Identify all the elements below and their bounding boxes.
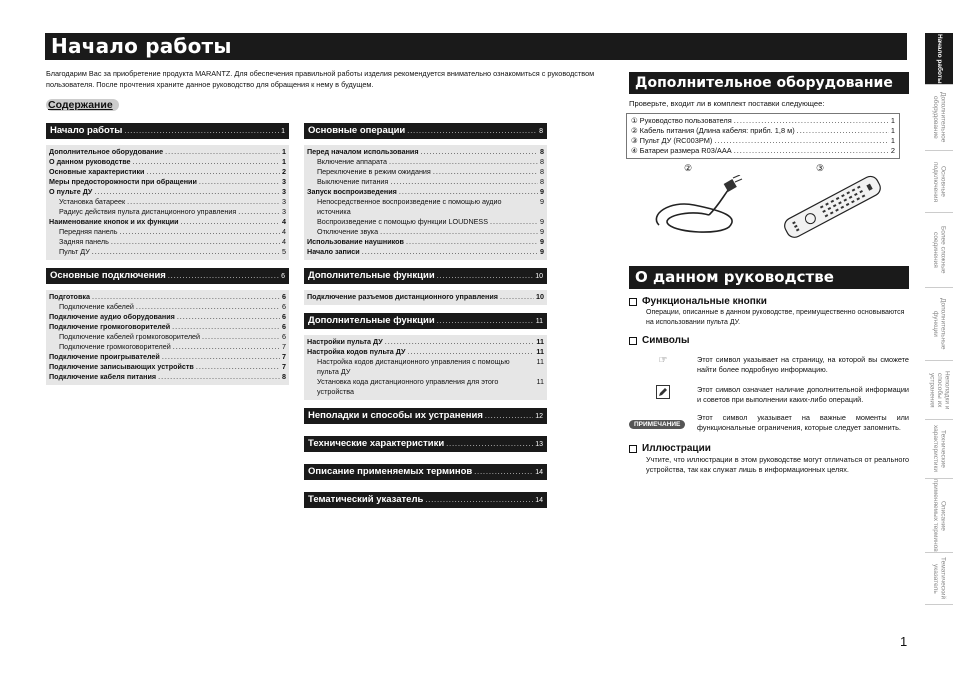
toc-section-page: 11 xyxy=(535,318,543,325)
toc-entry-page: 9 xyxy=(540,227,544,236)
dot-leader xyxy=(437,269,534,285)
dot-leader xyxy=(399,187,538,197)
toc-entry-page: 9 xyxy=(540,187,544,196)
toc-section-title: Основные операции xyxy=(308,125,406,136)
accessory-item xyxy=(631,146,895,156)
toc-entry-title: Подключение аудио оборудования xyxy=(49,312,175,321)
toc-entry-page: 8 xyxy=(540,167,544,176)
toc-entry[interactable] xyxy=(49,292,286,302)
toc-entry-title: Использование наушников xyxy=(307,237,404,246)
side-tab-label: Основные подключения xyxy=(932,161,947,202)
toc-section-page: 12 xyxy=(535,413,543,420)
toc-entry-page: 11 xyxy=(536,357,544,366)
dot-leader xyxy=(92,292,280,302)
accessory-item xyxy=(631,116,895,126)
toc-section-title: Описание применяемых терминов xyxy=(308,466,473,477)
side-tab-0[interactable] xyxy=(925,33,953,85)
dot-leader xyxy=(714,136,888,146)
toc-entry-title: Настройки пульта ДУ xyxy=(307,337,383,346)
dot-leader xyxy=(797,126,889,136)
toc-entry[interactable] xyxy=(49,207,286,217)
dot-leader xyxy=(133,157,280,167)
dot-leader xyxy=(168,269,279,285)
pencil-icon xyxy=(629,385,697,405)
toc-section-page: 10 xyxy=(535,273,543,280)
side-tab-label: Технические характеристики xyxy=(932,425,947,473)
toc-entries xyxy=(304,335,547,400)
note-badge: ПРИМЕЧАНИЕ xyxy=(629,420,685,429)
toc-entry-page: 6 xyxy=(282,322,286,331)
toc-entry-title: Задняя панель xyxy=(59,237,109,246)
toc-entry[interactable] xyxy=(49,237,286,247)
dot-leader xyxy=(390,177,538,187)
toc-entry-page: 10 xyxy=(536,292,544,301)
intro-text: Благодарим Вас за приобретение продукта MARANTZ. Для обеспечения правильной работы изделия рекомендуется внимательно ознакомиться с руководством пользователя. После прочтения храните данное руководство для обращения к нему в будущем. xyxy=(46,69,595,89)
toc-entry[interactable] xyxy=(307,197,544,217)
dot-leader xyxy=(406,237,538,247)
accessory-name: ① Руководство пользователя xyxy=(631,116,732,125)
toc-entry-page: 8 xyxy=(282,372,286,381)
toc-entry-title: Переключение в режим ожидания xyxy=(317,167,431,176)
toc-entry-page: 8 xyxy=(540,157,544,166)
toc-entry[interactable] xyxy=(49,217,286,227)
accessories-section xyxy=(629,72,909,241)
side-tab-7[interactable] xyxy=(925,479,953,553)
toc-entry[interactable] xyxy=(49,362,286,372)
toc-entry-title: Отключение звука xyxy=(317,227,379,236)
toc-section-page: 13 xyxy=(535,441,543,448)
accessory-page: 2 xyxy=(890,146,895,155)
dot-leader xyxy=(165,147,280,157)
toc-entry-page: 1 xyxy=(282,157,286,166)
power-cable-image xyxy=(649,175,749,237)
toc-entry[interactable] xyxy=(307,337,544,347)
toc-entry[interactable] xyxy=(49,177,286,187)
toc-section-title: Дополнительные функции xyxy=(308,270,435,281)
toc-section-header[interactable] xyxy=(304,464,547,480)
page-number: 1 xyxy=(900,634,908,649)
toc-entry[interactable] xyxy=(49,372,286,382)
toc-entry-page: 3 xyxy=(282,197,286,206)
dot-leader xyxy=(173,342,280,352)
toc-entry-page: 3 xyxy=(282,207,286,216)
accessory-page: 1 xyxy=(890,126,895,135)
toc-entry-page: 7 xyxy=(282,352,286,361)
side-tab-6[interactable] xyxy=(925,420,953,479)
toc-entry-page: 5 xyxy=(282,247,286,256)
dot-leader xyxy=(196,362,280,372)
dot-leader xyxy=(158,372,280,382)
manual-title: О данном руководстве xyxy=(629,266,909,289)
dot-leader xyxy=(500,292,534,302)
symbol-row-reference xyxy=(629,355,909,375)
dot-leader xyxy=(124,124,279,140)
toc-entry[interactable] xyxy=(307,292,544,302)
fig-label-cable: ② xyxy=(684,163,693,173)
side-tab-8[interactable] xyxy=(925,553,953,605)
toc-entry[interactable] xyxy=(49,302,286,312)
side-tab-label: Тематический указатель xyxy=(932,557,947,600)
toc-entry-page: 7 xyxy=(282,362,286,371)
accessory-name: ② Кабель питания (Длина кабеля: прибл. 1,8 м) xyxy=(631,126,795,135)
toc-entries xyxy=(46,145,289,260)
illustrations-text: Учтите, что иллюстрации в этом руководстве могут отличаться от реального устройства, так как служат лишь в информационных целях. xyxy=(646,455,909,474)
toc-entry[interactable] xyxy=(49,247,286,257)
toc-entry-title: Дополнительное оборудование xyxy=(49,147,164,156)
toc-entry-page: 11 xyxy=(536,337,544,346)
dot-leader xyxy=(380,227,538,237)
dot-leader xyxy=(385,337,535,347)
toc-entry-page: 4 xyxy=(282,227,286,236)
toc-entry[interactable] xyxy=(307,187,544,197)
dot-leader xyxy=(92,247,280,257)
dot-leader xyxy=(433,167,538,177)
toc-entry-page: 8 xyxy=(540,147,544,156)
accessories-lead: Проверьте, входит ли в комплект поставки следующее: xyxy=(629,99,825,108)
toc-entry[interactable] xyxy=(49,187,286,197)
toc-section-header[interactable] xyxy=(304,313,547,329)
toc-entries xyxy=(304,145,547,260)
dot-leader xyxy=(490,217,538,227)
toc-section-header[interactable] xyxy=(304,436,547,452)
toc-entry-page: 6 xyxy=(282,332,286,341)
toc-entry[interactable] xyxy=(307,247,544,257)
toc-entry-page: 9 xyxy=(540,247,544,256)
toc-entry-title: Настройка кодов пульта ДУ xyxy=(307,347,406,356)
dot-leader xyxy=(111,237,280,247)
dot-leader xyxy=(238,207,280,217)
symbol-row-hint xyxy=(629,385,909,405)
toc-entry[interactable] xyxy=(307,177,544,187)
toc-section-title: Технические характеристики xyxy=(308,438,445,449)
dot-leader xyxy=(446,437,533,453)
toc-entry-page: 8 xyxy=(540,177,544,186)
dot-leader xyxy=(407,124,537,140)
toc-entry-page: 11 xyxy=(536,347,544,356)
toc-section-page: 8 xyxy=(539,128,543,135)
toc-entry-page: 9 xyxy=(540,217,544,226)
dot-leader xyxy=(421,147,538,157)
side-tab-label: Более сложные соединения xyxy=(932,226,947,274)
note-badge-wrap xyxy=(629,413,697,433)
toc-entry-title: Подключение кабеля питания xyxy=(49,372,157,381)
toc-entry[interactable] xyxy=(49,322,286,332)
toc-left-column xyxy=(46,123,289,393)
accessory-page: 1 xyxy=(890,116,895,125)
dot-leader xyxy=(474,465,533,481)
dot-leader xyxy=(177,312,280,322)
checkbox-square-icon xyxy=(629,337,637,345)
toc-entry-title: Начало записи xyxy=(307,247,360,256)
accessory-item xyxy=(631,126,895,136)
toc-entry-page: 2 xyxy=(282,167,286,176)
toc-entry-page: 6 xyxy=(282,312,286,321)
dot-leader xyxy=(94,187,280,197)
toc-entry[interactable] xyxy=(307,227,544,237)
dot-leader xyxy=(146,167,280,177)
toc-entry-title: Радиус действия пульта дистанционного управления xyxy=(59,207,237,216)
toc-entry[interactable] xyxy=(49,352,286,362)
toc-entry-title: Подключение разъемов дистанционного управления xyxy=(307,292,498,301)
dot-leader xyxy=(136,302,280,312)
toc-entry-title: Установка кода дистанционного управления для этого устройства xyxy=(317,377,499,396)
side-tab-label: Описание применяемых терминов xyxy=(932,479,947,552)
accessories-title: Дополнительное оборудование xyxy=(629,72,909,94)
dot-leader xyxy=(127,197,280,207)
symbol-reference-text: Этот символ указывает на страницу, на которой вы сможете найти более подробную информацию. xyxy=(697,355,909,374)
symbols-heading xyxy=(629,335,909,346)
dot-leader xyxy=(202,332,280,342)
dot-leader xyxy=(407,347,534,357)
symbol-row-note xyxy=(629,413,909,433)
page-title: Начало работы xyxy=(45,33,907,60)
about-manual-section xyxy=(629,266,909,475)
toc-entry-title: Основные характеристики xyxy=(49,167,145,176)
toc-entry[interactable] xyxy=(49,332,286,342)
side-tab-label: Неполадки и способы их устранения xyxy=(928,370,951,410)
side-tab-3[interactable] xyxy=(925,213,953,288)
toc-entry-title: Перед началом использования xyxy=(307,147,419,156)
toc-section-page: 14 xyxy=(535,497,543,504)
toc-entry-title: Воспроизведение с помощью функции LOUDNESS xyxy=(317,217,489,226)
toc-entry-title: Подготовка xyxy=(49,292,90,301)
dot-leader xyxy=(425,493,533,509)
toc-entry-page: 1 xyxy=(282,147,286,156)
toc-entry-page: 9 xyxy=(540,197,544,206)
dot-leader xyxy=(389,157,538,167)
buttons-heading-label: Функциональные кнопки xyxy=(642,296,767,307)
accessory-item xyxy=(631,136,895,146)
toc-entry-title: Подключение кабелей громкоговорителей xyxy=(59,332,201,341)
toc-section-page: 6 xyxy=(281,273,285,280)
toc-section-title: Дополнительные функции xyxy=(308,315,435,326)
toc-entry-page: 3 xyxy=(282,177,286,186)
toc-entry-title: Подключение громкоговорителей xyxy=(49,322,171,331)
side-tab-label: Дополнительное оборудование xyxy=(932,92,947,143)
toc-section-title: Неполадки и способы их устранения xyxy=(308,410,483,421)
accessories-list xyxy=(626,113,900,159)
toc-section-page: 1 xyxy=(281,128,285,135)
illustrations-heading xyxy=(629,443,909,454)
checkbox-square-icon xyxy=(629,445,637,453)
toc-entry-title: Установка батареек xyxy=(59,197,126,206)
remote-control-image xyxy=(777,173,887,239)
dot-leader xyxy=(437,314,534,330)
toc-entry[interactable] xyxy=(49,167,286,177)
dot-leader xyxy=(181,217,280,227)
dot-leader xyxy=(199,177,280,187)
toc-entry-title: Подключение громкоговорителей xyxy=(59,342,171,351)
toc-section-title: Основные подключения xyxy=(50,270,166,281)
accessory-name: ④ Батареи размера R03/AAA xyxy=(631,146,732,155)
dot-leader xyxy=(734,146,889,156)
dot-leader xyxy=(120,227,281,237)
dot-leader xyxy=(172,322,280,332)
checkbox-square-icon xyxy=(629,298,637,306)
toc-entry-title: Меры предосторожности при обращении xyxy=(49,177,197,186)
toc-entry-title: Включение аппарата xyxy=(317,157,387,166)
toc-entry[interactable] xyxy=(307,237,544,247)
toc-entry-page: 11 xyxy=(536,377,544,386)
toc-section-header[interactable] xyxy=(304,123,547,139)
dot-leader xyxy=(734,116,889,126)
side-tab-5[interactable] xyxy=(925,361,953,420)
toc-entry-page: 4 xyxy=(282,237,286,246)
toc-entry-title: Подключение кабелей xyxy=(59,302,134,311)
toc-entry-page: 6 xyxy=(282,292,286,301)
toc-section-header[interactable] xyxy=(304,268,547,284)
toc-entry[interactable] xyxy=(307,347,544,357)
toc-entry-title: Подключение проигрывателей xyxy=(49,352,160,361)
fig-label-remote: ③ xyxy=(816,163,825,173)
accessory-page: 1 xyxy=(890,136,895,145)
buttons-text: Операции, описанные в данном руководстве, преимущественно основываются на использовании пульта ДУ. xyxy=(646,309,905,326)
toc-entry[interactable] xyxy=(49,197,286,207)
contents-title: Содержание xyxy=(46,99,119,111)
toc-section-header[interactable] xyxy=(46,123,289,139)
symbol-note-text: Этот символ указывает на важные моменты или функциональные ограничения, которые следует запомнить. xyxy=(697,413,909,432)
toc-entry-page: 7 xyxy=(282,342,286,351)
side-tab-2[interactable] xyxy=(925,151,953,213)
toc-entry-page: 6 xyxy=(282,302,286,311)
toc-entry-title: Настройка кодов дистанционного управления с помощью пульта ДУ xyxy=(317,357,510,376)
toc-entry[interactable] xyxy=(307,167,544,177)
toc-entry-page: 9 xyxy=(540,237,544,246)
toc-entry-title: Запуск воспроизведения xyxy=(307,187,397,196)
toc-entry[interactable] xyxy=(307,147,544,157)
toc-entry-title: О пульте ДУ xyxy=(49,187,93,196)
toc-entry[interactable] xyxy=(49,342,286,352)
dot-leader xyxy=(485,409,533,425)
accessories-figure xyxy=(629,159,909,241)
toc-entry[interactable] xyxy=(307,357,544,377)
toc-section-title: Тематический указатель xyxy=(308,494,424,505)
toc-entry[interactable] xyxy=(307,377,544,397)
dot-leader xyxy=(162,352,280,362)
toc-entry-title: Пульт ДУ xyxy=(59,247,90,256)
toc-entry-page: 4 xyxy=(282,217,286,226)
toc-section-page: 14 xyxy=(535,469,543,476)
accessory-name: ③ Пульт ДУ (RC003PM) xyxy=(631,136,713,145)
toc-section-title: Начало работы xyxy=(50,125,123,136)
toc-entry[interactable] xyxy=(49,147,286,157)
toc-section-header[interactable] xyxy=(304,492,547,508)
toc-entry-page: 3 xyxy=(282,187,286,196)
toc-entry[interactable] xyxy=(307,217,544,227)
side-tab-1[interactable] xyxy=(925,85,953,151)
illustrations-heading-label: Иллюстрации xyxy=(642,443,711,454)
toc-entry-title: Наименование кнопок и их функции xyxy=(49,217,179,226)
toc-middle-column xyxy=(304,123,547,520)
toc-entry[interactable] xyxy=(49,157,286,167)
toc-entry-title: Подключение записывающих устройств xyxy=(49,362,194,371)
toc-section-header[interactable] xyxy=(304,408,547,424)
side-tab-label: Дополнительные функции xyxy=(932,298,947,350)
toc-entry-title: Выключение питания xyxy=(317,177,389,186)
toc-entries xyxy=(304,290,547,305)
buttons-heading xyxy=(629,296,909,307)
toc-entry[interactable] xyxy=(49,312,286,322)
toc-entry-title: Передняя панель xyxy=(59,227,118,236)
symbols-heading-label: Символы xyxy=(642,335,690,346)
pointing-hand-icon: ☞ xyxy=(658,355,668,366)
toc-entry-title: Непосредственное воспроизведение с помощью аудио источника xyxy=(317,197,502,216)
side-tab-label: Начало работы xyxy=(935,33,943,84)
dot-leader xyxy=(362,247,538,257)
toc-entry-title: О данном руководстве xyxy=(49,157,131,166)
toc-entries xyxy=(46,290,289,385)
toc-entry[interactable] xyxy=(49,227,286,237)
toc-section-header[interactable] xyxy=(46,268,289,284)
side-tab-4[interactable] xyxy=(925,288,953,361)
toc-entry[interactable] xyxy=(307,157,544,167)
symbol-hint-text: Этот символ означает наличие дополнительной информации и советов при выполнении каких-либо операций. xyxy=(697,385,909,404)
